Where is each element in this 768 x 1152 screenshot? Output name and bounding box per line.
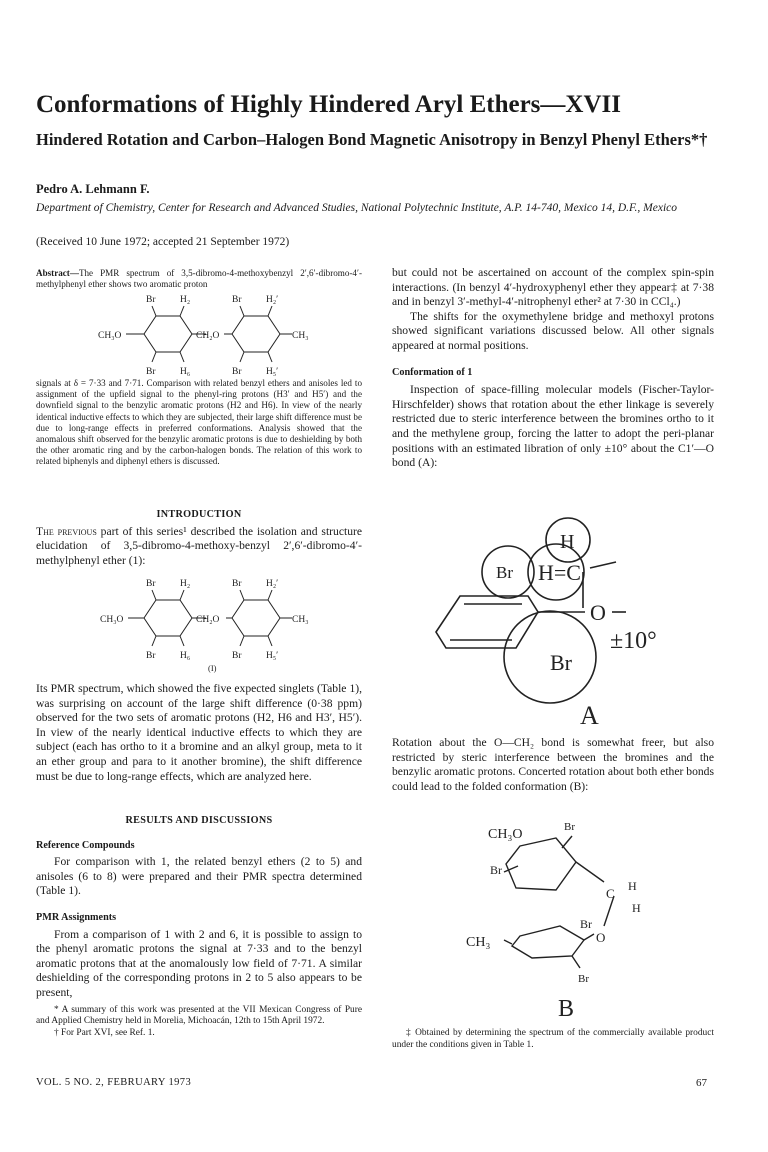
br-label: Br (490, 863, 502, 877)
h2-label: H₂ (180, 579, 191, 589)
h-label: H (628, 879, 637, 893)
o-label: O (590, 600, 606, 625)
footnote-1: * A summary of this work was presented at the VII Mexican Congress of Pure and Applied Chemistry held in Morelia, Michoacán, 12th to 15th April 1972. (36, 1004, 362, 1027)
h-label: H (560, 531, 575, 553)
br-label: Br (496, 563, 513, 582)
footnote-3: ‡ Obtained by determining the spectrum of the commercially available product under the conditions given in Table 1. (392, 1028, 714, 1050)
page-number: 67 (696, 1077, 707, 1089)
introduction-section (36, 508, 362, 568)
ch3-label: CH₃ (466, 935, 491, 950)
paper-title: Conformations of Highly Hindered Aryl Ethers—XVII (36, 91, 621, 118)
ch3-label: CH₃ (292, 615, 309, 625)
benzene-ring (144, 600, 192, 636)
abstract (36, 268, 362, 290)
received-date: (Received 10 June 1972; accepted 21 September 1972) (36, 236, 290, 248)
reference-compounds-heading: Reference Compounds (36, 839, 135, 851)
br-label: Br (146, 367, 156, 377)
journal-footer: VOL. 5 NO. 2, FEBRUARY 1973 (36, 1077, 192, 1088)
h5p-label: H₅′ (266, 651, 279, 661)
hc-label: H=C (538, 560, 581, 585)
abstract-text-2: signals at δ = 7·33 and 7·71. Comparison with related benzyl ethers and anisoles led to assignment of the upfield signal to the phenyl-ring protons (H3′ and H5′) and the downfield signal to the benzylic aromatic protons (H2 and H6). In view of the nearly identical inductive effects to which they are subjected, their large shift difference must be due to long-range effects in preferred conformations. Analysis showed that the anomalous shift observed for the benzylic aromatic protons is due to deshielding by both the other aromatic ring and by the carbon-halogen bonds. The relation of this work to related biphenyls and diphenyl ethers is discussed. (36, 378, 362, 467)
author: Pedro A. Lehmann F. (36, 182, 150, 196)
figure-label-b: B (558, 996, 575, 1016)
angle-label: ±10° (610, 628, 657, 654)
figure-label-a: A (580, 701, 599, 730)
br-label: Br (232, 579, 242, 589)
br-label: Br (578, 973, 589, 985)
rotation-paragraph: Rotation about the O—CH₂ bond is somewhat freer, but also restricted by steric interference between the bromines and the benzylic aromatic protons. Concerted rotation about both ether bonds could lead to the folded conformation (B): (392, 736, 714, 793)
h-label: H (632, 901, 641, 915)
intro-lead: The previous (36, 524, 97, 538)
footnote-2: † For Part XVI, see Ref. 1. (54, 1027, 155, 1038)
intro-continued (36, 682, 362, 784)
br-label: Br (232, 295, 242, 305)
ch2o-label: CH₂O (196, 331, 220, 341)
figure-a (420, 512, 710, 738)
br-label: Br (580, 917, 592, 931)
pmr-paragraph: From a comparison of 1 with 2 and 6, it is possible to assign to the phenyl aromatic protons the signal at 7·33 and to the benzyl aromatic protons that at the anomalously low field of 7·71. A similar deshielding of the corresponding protons in 2 to 5 also appears to be present, (36, 927, 362, 999)
ch2o-label: CH₂O (196, 615, 220, 625)
right-paragraph-1: but could not be ascertained on account of the complex spin-spin interactions. (In benzyl 4′-hydroxyphenyl ether they appear‡ at 7·38 and in benzyl 3′-methyl-4′-nitrophenyl ether² at 7·30 in CCl₄.) (392, 266, 714, 309)
br-label: Br (146, 651, 156, 661)
right-column-top (392, 266, 714, 471)
br-label: Br (550, 650, 572, 675)
ch3-label: CH₃ (292, 331, 309, 341)
benzene-ring (232, 600, 280, 636)
h2p-label: H₂′ (266, 295, 279, 305)
abstract-continued (36, 378, 362, 468)
br-label: Br (232, 367, 242, 377)
br-label: Br (146, 295, 156, 305)
conformation-paragraph: Inspection of space-filling molecular models (Fischer-Taylor-Hirschfelder) shows that rotation about the ether linkage is severely restricted due to steric interference between the bromines ortho to it and the methylene group, forcing the latter to adopt the peri-planar positions with an estimated libration of only ±10° about the C1′—O bond (A): (392, 383, 714, 470)
h6-label: H₆ (180, 367, 191, 377)
h2p-label: H₂′ (266, 579, 279, 589)
o-label: O (596, 930, 606, 945)
br-label: Br (564, 821, 575, 833)
right-paragraph-2: The shifts for the oxymethylene bridge and methoxyl protons showed significant variations discussed below. All other signals appeared at normal positions. (392, 309, 714, 352)
reference-paragraph: For comparison with 1, the related benzyl ethers (2 to 5) and anisoles (6 to 8) were prepared and their PMR spectra determined (Table 1). (36, 855, 362, 898)
benzene-ring (506, 838, 576, 890)
pmr-assignments-heading: PMR Assignments (36, 911, 117, 923)
ch3o-label: CH₃O (100, 615, 124, 625)
conformation-heading: Conformation of 1 (392, 366, 473, 378)
figure-b (460, 816, 700, 1016)
paper-subtitle: Hindered Rotation and Carbon–Halogen Bond Magnetic Anisotropy in Benzyl Phenyl Ethers*† (36, 130, 708, 149)
benzene-ring (144, 316, 192, 352)
br-label: Br (146, 579, 156, 589)
results-section (36, 814, 362, 1039)
intro-paragraph-1: part of this series¹ described the isolation and structure elucidation of 3,5-dibromo-4-methoxy-benzyl 2′,6′-dibromo-4′-methylphenyl ether (1): (36, 524, 362, 567)
c-label: C (606, 886, 615, 901)
br-label: Br (232, 651, 242, 661)
abstract-lead: Abstract— (36, 268, 79, 278)
intro-paragraph-2: Its PMR spectrum, which showed the five expected singlets (Table 1), was surprising on account of the large shift difference (0·38 ppm) observed for the two sets of aromatic protons (H2, H6 and H3′, H5′). In view of the nearly identical inductive effects to which they are subject (each has ortho to it a bromine and an alkyl group, meta to it an ether group and para to it another bromine), the shift difference must be due to long-range effects, which are analyzed here. (36, 682, 362, 783)
ch3o-label: CH₃O (488, 827, 523, 842)
h6-label: H₆ (180, 651, 191, 661)
abstract-text-1: The PMR spectrum of 3,5-dibromo-4-methoxybenzyl 2′,6′-dibromo-4′-methylphenyl ether shows two aromatic proton (36, 268, 362, 290)
results-heading: RESULTS AND DISCUSSIONS (125, 815, 273, 826)
structure-diagram-compound-1 (96, 574, 336, 674)
h2-label: H₂ (180, 295, 191, 305)
h5p-label: H₅′ (266, 367, 279, 377)
compound-number: (I) (208, 663, 217, 673)
introduction-heading: INTRODUCTION (156, 509, 242, 520)
structure-diagram-abstract (96, 290, 336, 378)
ch3o-label: CH₃O (98, 331, 122, 341)
benzene-ring (512, 926, 584, 958)
affiliation: Department of Chemistry, Center for Research and Advanced Studies, National Polytechnic Institute, A.P. 14-740, Mexico 14, D.F., Mexico (36, 202, 678, 214)
rotation-section (392, 736, 714, 794)
benzene-ring (232, 316, 280, 352)
